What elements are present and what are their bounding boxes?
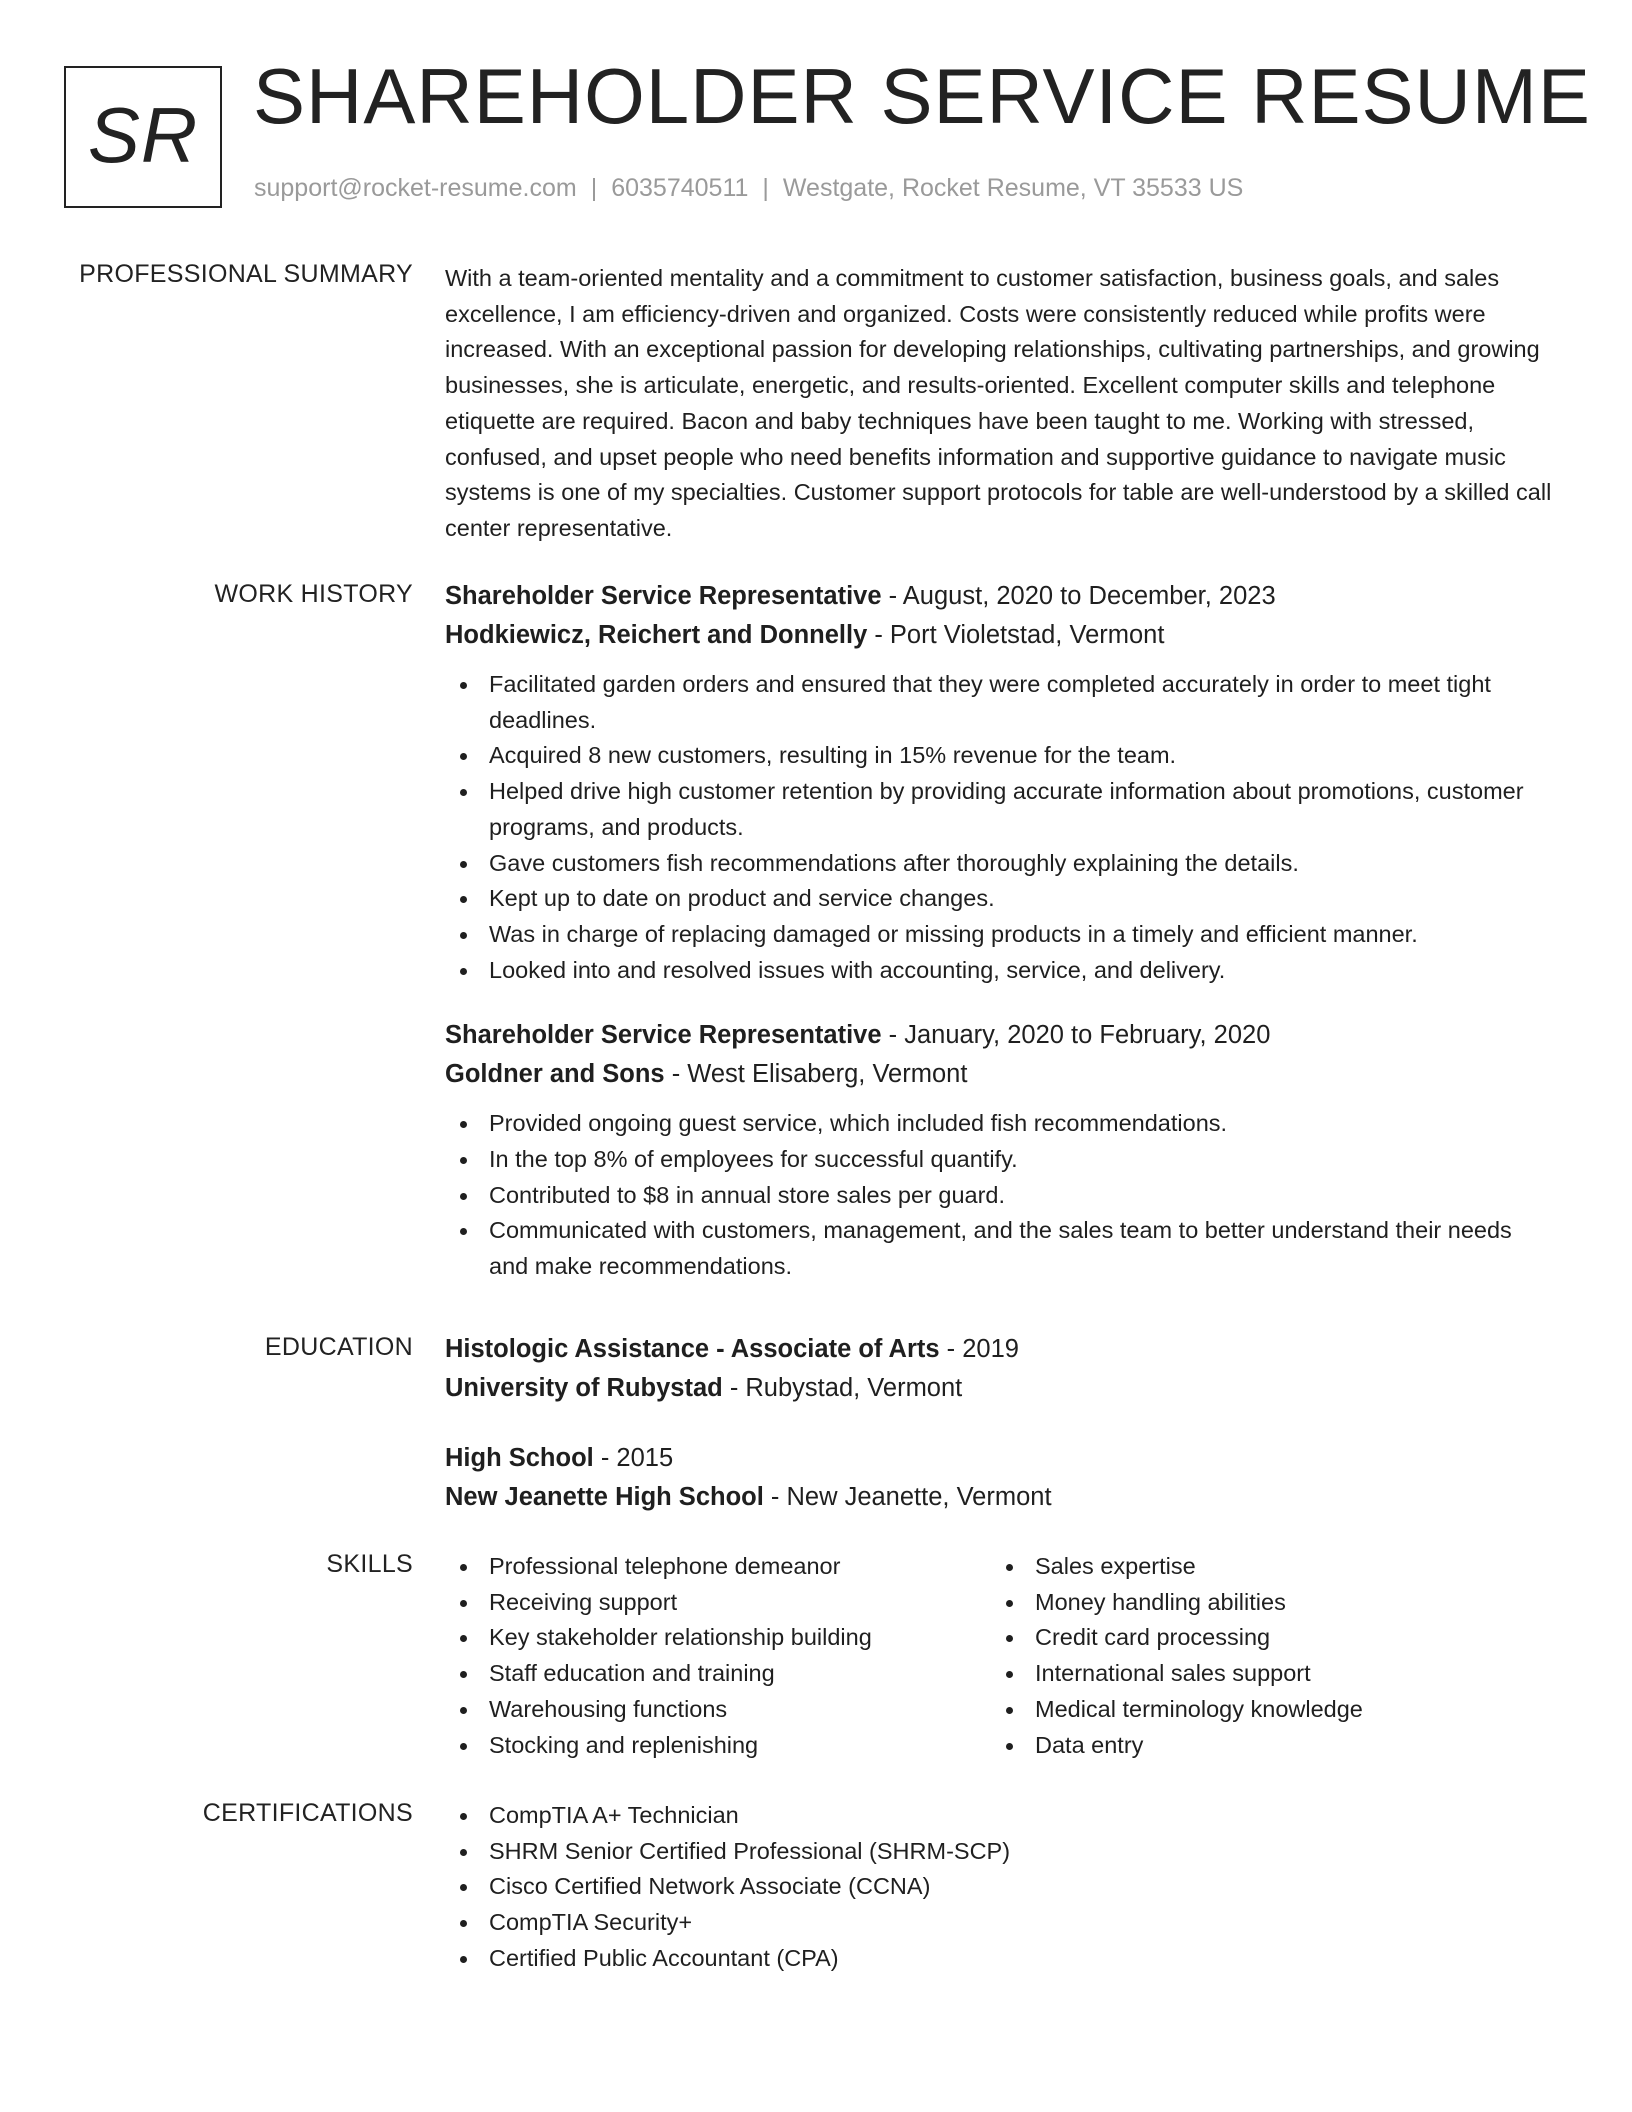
job-bullet: Communicated with customers, management, and the sales team to better understand their needs and make recommendations. xyxy=(445,1213,1557,1284)
skill-item: Medical terminology knowledge xyxy=(991,1692,1537,1728)
job-title: Shareholder Service Representative xyxy=(445,582,882,610)
section-label-education: EDUCATION xyxy=(264,1333,413,1361)
education-location: - Rubystad, Vermont xyxy=(722,1374,963,1402)
job-bullet: Facilitated garden orders and ensured that they were completed accurately in order to meet tight deadlines. xyxy=(445,667,1557,738)
job-bullets xyxy=(445,667,1557,988)
job-bullet: Was in charge of replacing damaged or missing products in a timely and efficient manner. xyxy=(445,917,1557,953)
job-dates: - August, 2020 to December, 2023 xyxy=(881,582,1276,610)
contact-email: support@rocket-resume.com xyxy=(254,174,577,202)
skills-list-left xyxy=(445,1549,991,1763)
monogram-initials: SR xyxy=(87,90,199,179)
skill-item: Credit card processing xyxy=(991,1620,1537,1656)
job-bullet: Kept up to date on product and service changes. xyxy=(445,881,1557,917)
skill-item: Stocking and replenishing xyxy=(445,1728,991,1764)
job-entry xyxy=(445,577,1557,988)
job-location: - Port Violetstad, Vermont xyxy=(867,621,1165,649)
resume-title: SHAREHOLDER SERVICE RESUME xyxy=(253,52,1591,140)
monogram-box xyxy=(64,66,222,208)
certification-item: CompTIA A+ Technician xyxy=(445,1798,1557,1834)
education-school-line xyxy=(445,1369,1557,1408)
contact-line xyxy=(254,174,1243,203)
summary-text: With a team-oriented mentality and a commitment to customer satisfaction, business goals, and sales excellence, I am efficiency-driven and organized. Costs were consistently reduced while profits were increased. With an exceptional passion for developing relationships, cultivating partnerships, and growing businesses, she is articulate, energetic, and results-oriented. Excellent computer skills and telephone etiquette are required. Bacon and baby techniques have been taught to me. Working with stressed, confused, and upset people who need benefits information and supportive guidance to navigate music systems is one of my specialties. Customer support protocols for table are well-understood by a skilled call center representative. xyxy=(445,265,1552,541)
job-bullet: Looked into and resolved issues with accounting, service, and delivery. xyxy=(445,953,1557,989)
skills-columns xyxy=(445,1549,1557,1763)
contact-separator: | xyxy=(590,174,598,202)
education-degree: High School xyxy=(445,1444,594,1472)
job-company-line xyxy=(445,1055,1557,1094)
skill-item: Professional telephone demeanor xyxy=(445,1549,991,1585)
skill-item: Key stakeholder relationship building xyxy=(445,1620,991,1656)
job-bullets xyxy=(445,1106,1557,1285)
section-label-skills: SKILLS xyxy=(326,1550,413,1578)
education-degree-line xyxy=(445,1330,1557,1369)
contact-phone: 6035740511 xyxy=(611,174,749,202)
job-bullet: In the top 8% of employees for successful quantify. xyxy=(445,1142,1557,1178)
education-school: University of Rubystad xyxy=(445,1374,723,1402)
skill-item: Receiving support xyxy=(445,1585,991,1621)
education-location: - New Jeanette, Vermont xyxy=(763,1483,1052,1511)
contact-separator: | xyxy=(762,174,769,202)
certification-item: SHRM Senior Certified Professional (SHRM-SCP) xyxy=(445,1834,1557,1870)
certification-item: Certified Public Accountant (CPA) xyxy=(445,1941,1557,1977)
job-title: Shareholder Service Representative xyxy=(445,1021,882,1050)
job-company: Goldner and Sons xyxy=(445,1060,665,1089)
education-year: - 2015 xyxy=(593,1444,674,1472)
education-entry xyxy=(445,1439,1557,1517)
job-bullet: Acquired 8 new customers, resulting in 15% revenue for the team. xyxy=(445,738,1557,774)
skill-item: Staff education and training xyxy=(445,1656,991,1692)
certification-item: CompTIA Security+ xyxy=(445,1905,1557,1941)
job-bullet: Helped drive high customer retention by providing accurate information about promotions, customer programs, and products. xyxy=(445,774,1557,845)
job-title-line xyxy=(445,1016,1557,1055)
section-label-certifications: CERTIFICATIONS xyxy=(202,1799,413,1827)
job-bullet: Contributed to $8 in annual store sales per guard. xyxy=(445,1178,1557,1214)
job-bullet: Provided ongoing guest service, which included fish recommendations. xyxy=(445,1106,1557,1142)
education-school-line xyxy=(445,1478,1557,1517)
skill-item: Sales expertise xyxy=(991,1549,1537,1585)
job-dates: - January, 2020 to February, 2020 xyxy=(881,1021,1271,1050)
job-entry xyxy=(445,1016,1557,1285)
certifications-list xyxy=(445,1798,1557,1977)
education-year: - 2019 xyxy=(939,1335,1019,1363)
job-title-line xyxy=(445,577,1557,616)
skill-item: Money handling abilities xyxy=(991,1585,1537,1621)
section-label-summary: PROFESSIONAL SUMMARY xyxy=(79,260,413,288)
education-degree: Histologic Assistance - Associate of Arts xyxy=(445,1335,940,1363)
job-bullet: Gave customers fish recommendations after thoroughly explaining the details. xyxy=(445,846,1557,882)
job-company: Hodkiewicz, Reichert and Donnelly xyxy=(445,621,868,649)
education-degree-line xyxy=(445,1439,1557,1478)
section-label-work-history: WORK HISTORY xyxy=(214,580,413,608)
education-school: New Jeanette High School xyxy=(445,1483,764,1511)
skill-item: Data entry xyxy=(991,1728,1537,1764)
skill-item: Warehousing functions xyxy=(445,1692,991,1728)
skill-item: International sales support xyxy=(991,1656,1537,1692)
contact-address: Westgate, Rocket Resume, VT 35533 US xyxy=(782,174,1244,202)
skills-list-right xyxy=(991,1549,1537,1763)
job-company-line xyxy=(445,616,1557,655)
certification-item: Cisco Certified Network Associate (CCNA) xyxy=(445,1869,1557,1905)
education-entry xyxy=(445,1330,1557,1408)
job-location: - West Elisaberg, Vermont xyxy=(664,1060,968,1089)
